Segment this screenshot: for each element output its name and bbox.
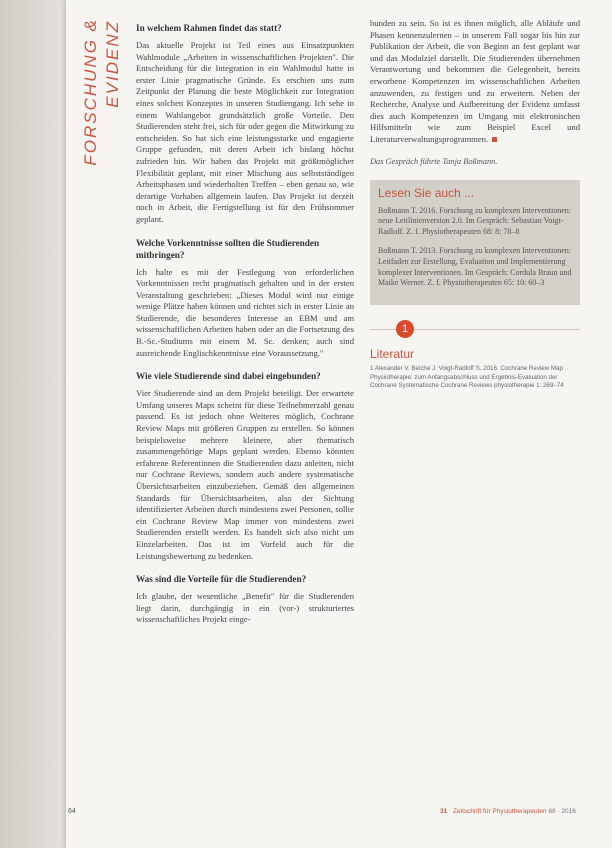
continuation-text: bunden zu sein. So ist es ihnen möglich, alle Abläufe und Phasen kennenzulernen – in unserem Fall sogar bis hin zur Publikation der Arbeit, die von Beginn an fest geplant war und das Modulziel darstellt. Die Studierenden übernehmen Verantwortung und bekommen die Gelegenheit, bereits erworbene Kompetenzen im wissenschaftlichen Arbeiten anzuwenden, zu festigen und zu erweitern. Neben der Recherche, Analyse und Aufbereitung der Evidenz umfasst dies auch Kompetenzen im Umgang mit elektronischen Hilfsmitteln wie zum Beispiel Excel und Literaturverwaltungsprogrammen. bbox=[370, 18, 580, 144]
left-column bbox=[136, 22, 354, 637]
literature-marker-icon: 1 bbox=[396, 320, 414, 338]
page-fold-shadow bbox=[0, 0, 66, 848]
section-label-line2: EVIDENZ bbox=[103, 20, 122, 108]
interview-signature: Das Gespräch führte Tanja Boßmann. bbox=[370, 156, 498, 166]
footer-right bbox=[440, 808, 576, 815]
right-column bbox=[370, 18, 580, 390]
question-heading: Welche Vorkenntnisse sollten die Studierenden mitbringen? bbox=[136, 237, 320, 260]
page-number-left: 64 bbox=[68, 808, 76, 815]
read-also-box bbox=[370, 180, 580, 306]
read-also-title: Lesen Sie auch ... bbox=[378, 185, 475, 200]
answer-paragraph: Vier Studierende sind an dem Projekt beteiligt. Der erwartete Umfang unseres Maps scheint für diese Teilnehmerzahl genau passend. Es ist jedoch ohne Weiteres möglich, Cochrane Review Maps mit größeren Gruppen zu erstellen. So können beispielsweise mehrere kleinere, aber thematisch zusammengehörige Maps geplant werden. Ebenso könnten erfahrene Referentinnen die Studierenden dazu anleiten, nicht nur Cochrane Reviews, sondern auch andere systematische Übersichtsarbeiten einzubeziehen. Gemäß den allgemeinen Standards für Übersichtsarbeiten, also der Sichtung identifizierter Arbeiten durch mindestens zwei Personen, sollte ein Cochrane Review Map immer von mindestens zwei Studierenden erstellt werden. Es handelt sich also nicht um Einzelarbeiten. Das ist im Vorfeld auch für die Leistungsbewertung zu bedenken. bbox=[136, 388, 354, 561]
section-label-line1: FORSCHUNG & bbox=[81, 18, 100, 166]
answer-paragraph: Das aktuelle Projekt ist Teil eines aus Einsatzpunkten Wahlmodule „Arbeiten in wissenschaftlichen Projekten". Die Entscheidung für die Integration in ein Wahlmodul hatte in erster Linie pragmatische Gründe. Es erschien uns zum Zeitpunkt der Planung die beste Möglichkeit zur Integration eines solchen Konzeptes in unseren Studiengang. Ich sehe in einem Wahlangebot grundsätzlich große Vorteile. Den Studierenden steht frei, sich für oder gegen die Mitwirkung zu entscheiden. So hat sich eine leistungsstarke und engagierte Gruppe gefunden, mit deren Arbeit ich bislang höchst zufrieden bin. Wir haben das Projekt mit größtmöglicher Flexibilität geplant, mit einer Mischung aus selbstständigen Arbeitsphasen und wiederholten Treffen – eben genau so, wie derartige Vorhaben allgemein laufen. Das Projekt ist derzeit noch in Arbeit, die Fertigstellung ist für den Frühsommer geplant. bbox=[136, 40, 354, 224]
page-number-right: 31 bbox=[440, 808, 448, 815]
question-heading: Wie viele Studierende sind dabei eingebunden? bbox=[136, 371, 321, 382]
question-heading: In welchem Rahmen findet das statt? bbox=[136, 23, 282, 33]
question-heading: Was sind die Vorteile für die Studierenden? bbox=[136, 574, 307, 585]
answer-paragraph: Ich halte es mit der Festlegung von erforderlichen Vorkenntnissen recht pragmatisch gehalten und in der ersten Veranstaltung geschrieben: „Dieses Modul wird nur einige wenige Plätze haben können und richtet sich in erster Linie an Studierende, die besonderes Interesse an EBM und am wissenschaftlichen Arbeiten haben oder an die Fortsetzung des B.-Sc.-Studiums mit einem M. Sc. denken; auch sind ausreichende Englischkenntnisse eine Voraussetzung." bbox=[136, 266, 354, 358]
end-mark-icon bbox=[492, 137, 497, 142]
literature-separator bbox=[370, 315, 580, 345]
section-label bbox=[80, 18, 126, 168]
read-also-reference: Boßmann T. 2016. Forschung zu komplexen Interventionen: neue Leitlinienversion 2.0. Im Gespräch: Sebastian Voigt-Radloff. Z. f. Physiotherapeuten 68: 8: 78–8 bbox=[378, 205, 572, 237]
answer-continuation bbox=[370, 18, 580, 146]
literature-title: Literatur bbox=[370, 347, 415, 362]
literature-entry: 1 Alexander V. Beiche J. Voigt-Radloff S. 2016. Cochrane Review Map Physiotherapie: zum Anfangsabschluss und Ergebnis-Evaluation der Cochrane Systematische Cochrane Reviews physiotherapie 1: 269–74 bbox=[370, 365, 564, 389]
issue-label: 68 · 2016 bbox=[548, 808, 576, 815]
answer-paragraph: Ich glaube, der wesentliche „Benefit" für die Studierenden liegt darin, durchgängig in ein (vor-) strukturiertes wissenschaftliches Projekt einge- bbox=[136, 591, 354, 625]
magazine-name: Zeitschrift für Physiotherapeuten bbox=[453, 808, 547, 815]
read-also-reference: Boßmann T. 2013. Forschung zu komplexen Interventionen: Leitfaden zur Erstellung, Evaluation und Implementierung komplexer Interventionen. Im Gespräch: Cordula Braun und Maike Werner. Z. f. Physiotherapeuten 65: 10: 60–3 bbox=[378, 245, 572, 288]
section-label-text bbox=[80, 18, 126, 168]
